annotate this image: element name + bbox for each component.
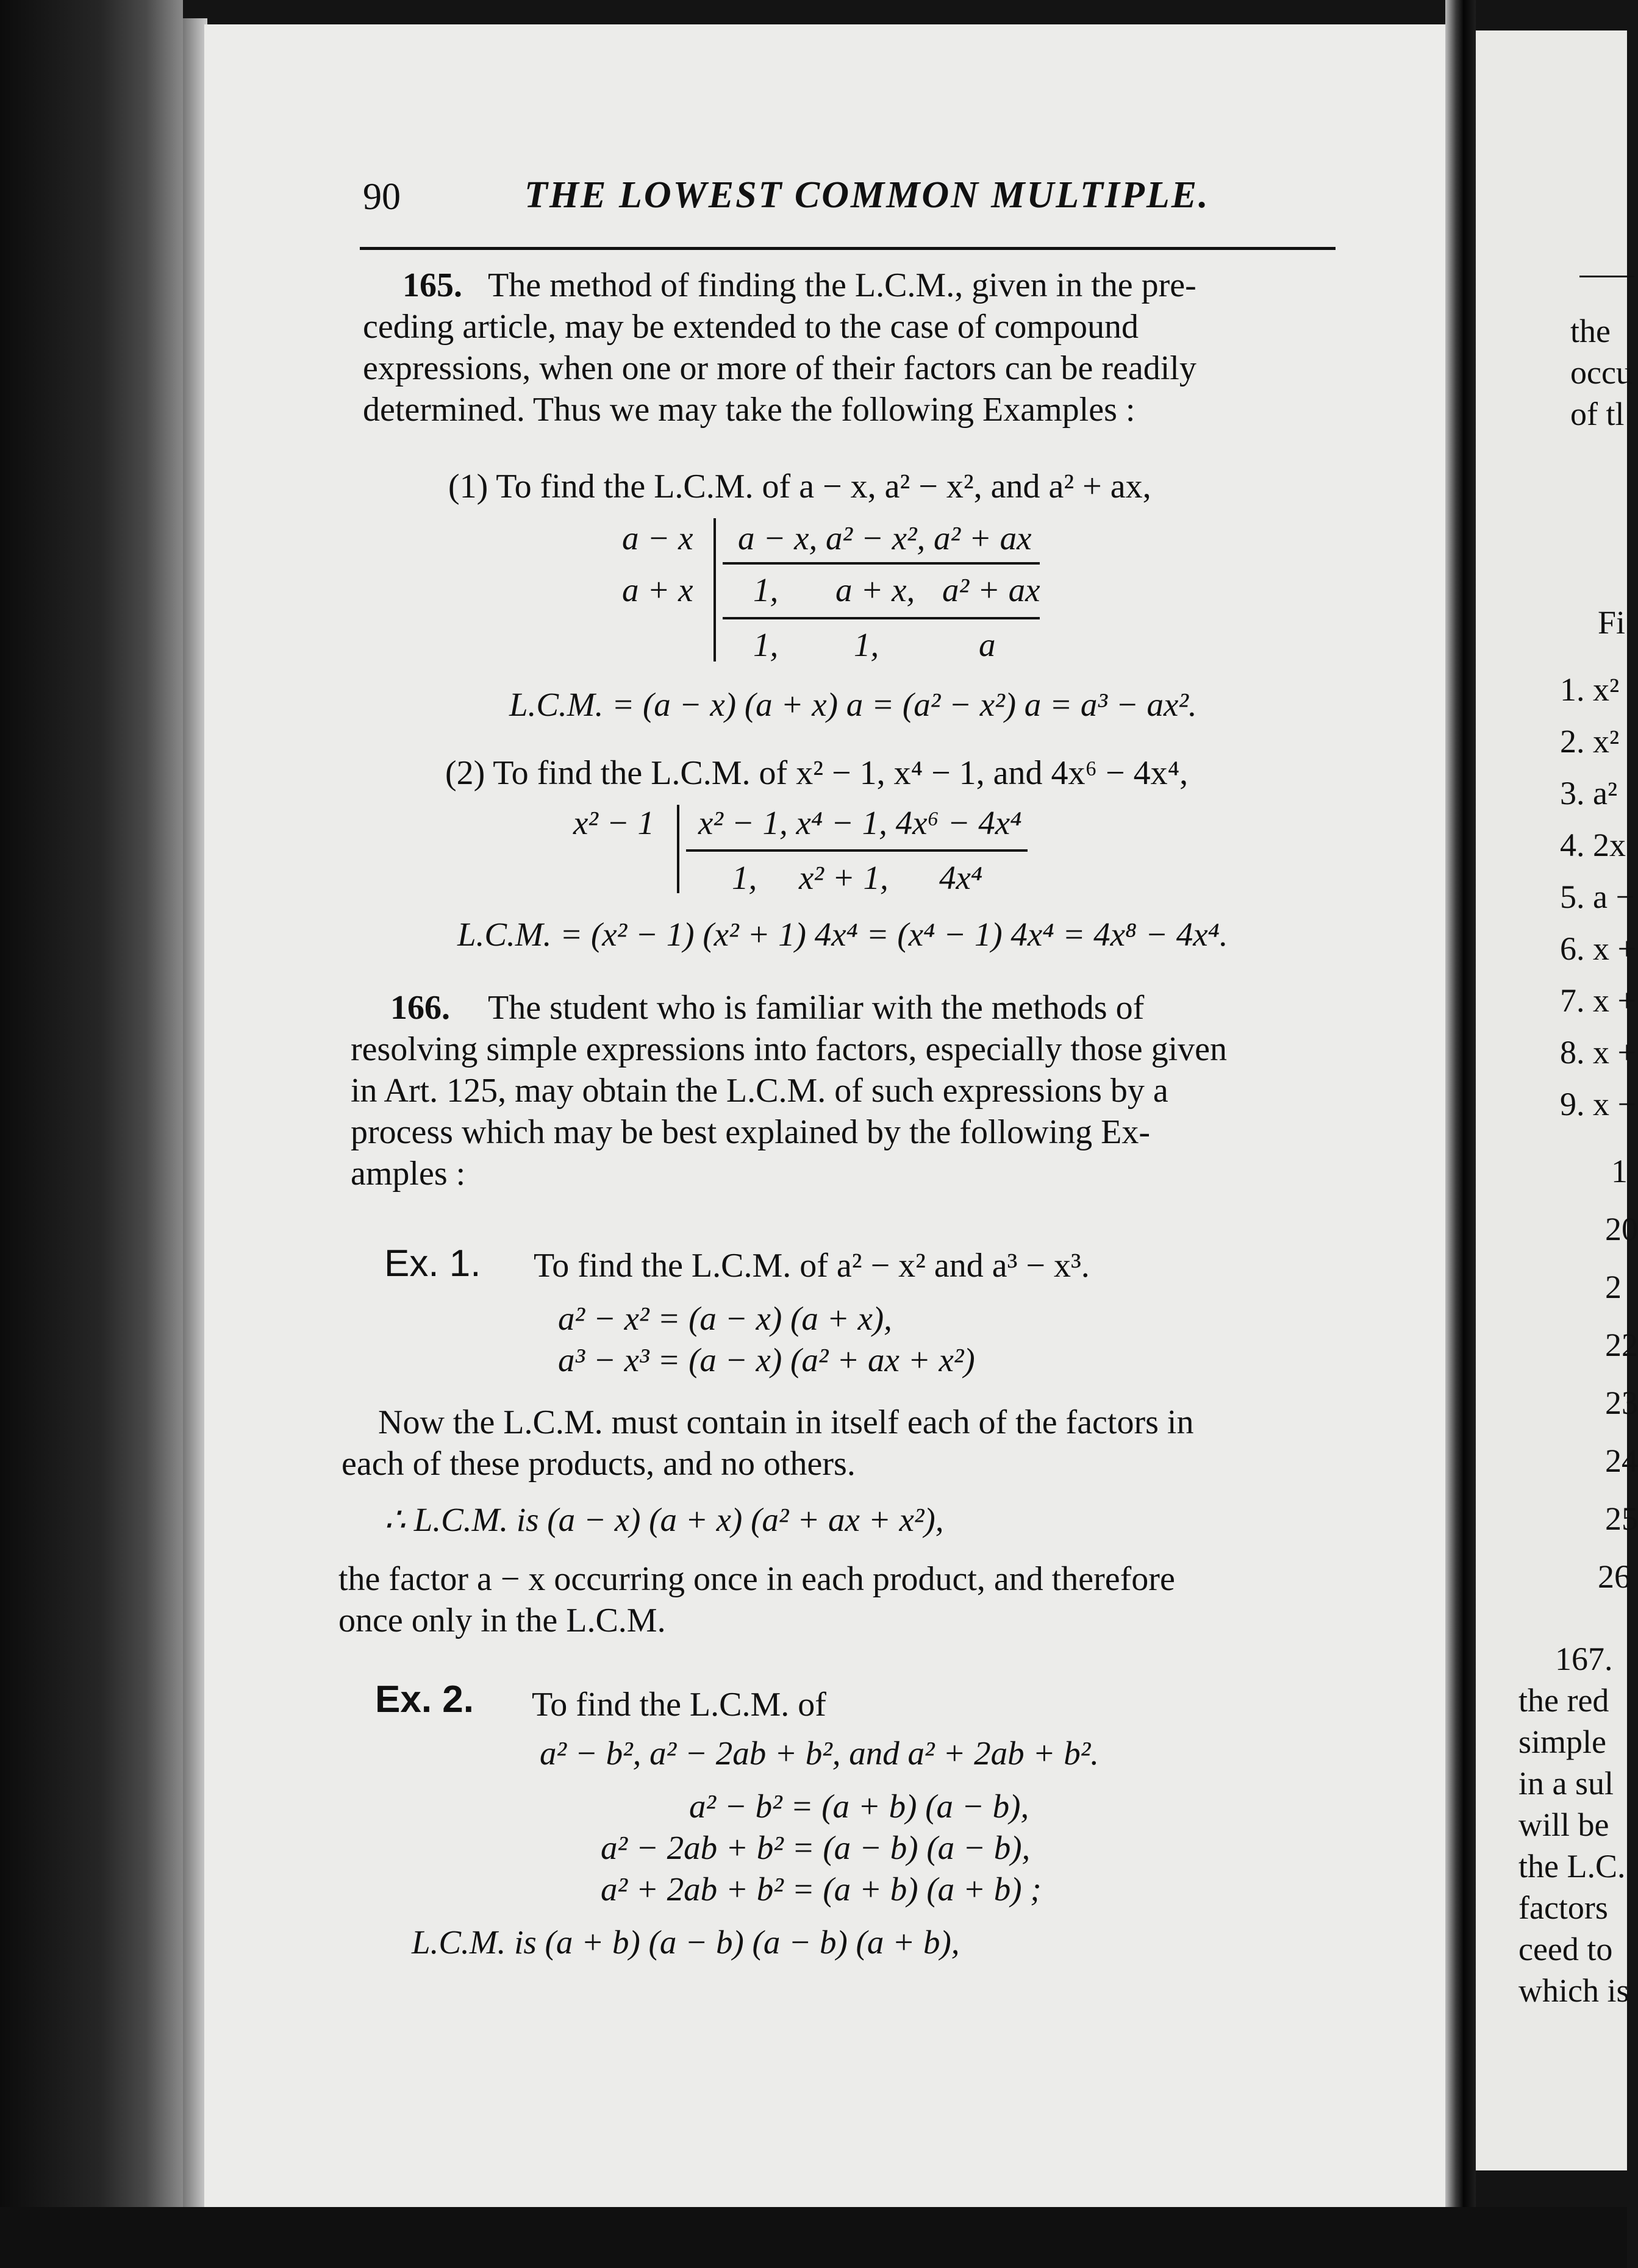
example-1-divisor-1: a − x: [622, 519, 693, 557]
right-page: [1476, 30, 1638, 2170]
right-page-bottom-line-4: will be: [1518, 1806, 1609, 1843]
example-1-row-3-b: 1,: [854, 626, 879, 663]
right-page-bottom-line-7: ceed to: [1518, 1931, 1613, 1967]
ex-1-label: Ex. 1.: [384, 1243, 481, 1285]
scan-bottom-border: [0, 2207, 1627, 2268]
right-page-exercise-14: 23: [1605, 1385, 1638, 1421]
division-rule-2: [686, 849, 1028, 852]
right-page-exercise-6: 6. x +: [1560, 930, 1636, 967]
article-166-line-2: resolving simple expressions into factors, especially those given: [351, 1030, 1228, 1068]
division-rule-1a: [723, 562, 1040, 565]
example-1-row-1: a − x, a² − x², a² + ax: [738, 519, 1032, 557]
ex-2-line-2: a² − b², a² − 2ab + b², and a² + 2ab + b².: [540, 1735, 1100, 1772]
right-page-exercise-16: 25: [1605, 1500, 1638, 1537]
example-1-row-2-b: a + x,: [835, 571, 915, 608]
division-bar-2: [677, 805, 679, 893]
right-page-top-line-3: of tl: [1570, 396, 1625, 432]
page-number: 90: [363, 176, 401, 218]
ex-2-equation-3: a² + 2ab + b² = (a + b) (a + b) ;: [601, 1870, 1042, 1908]
ex-1-equation-1: a² − x² = (a − x) (a + x),: [558, 1300, 892, 1337]
right-page-exercise-4: 4. 2x: [1560, 827, 1626, 863]
right-page-exercise-2: 2. x²: [1560, 723, 1620, 760]
page-stack-edge: [183, 18, 207, 2225]
article-166-line-5: amples :: [351, 1155, 466, 1193]
example-1-result: L.C.M. = (a − x) (a + x) a = (a² − x²) a = a³ − ax².: [509, 686, 1197, 723]
right-page-exercise-7: 7. x +: [1560, 982, 1636, 1019]
ex-2-equation-2: a² − 2ab + b² = (a − b) (a − b),: [601, 1829, 1031, 1866]
example-2-result: L.C.M. = (x² − 1) (x² + 1) 4x⁴ = (x⁴ − 1) 4x⁴ = 4x⁸ − 4x⁴.: [457, 916, 1228, 953]
article-166-line-4: process which may be best explained by the following Ex-: [351, 1113, 1150, 1151]
article-165-line-3: expressions, when one or more of their factors can be readily: [363, 349, 1196, 387]
example-2-row-1: x² − 1, x⁴ − 1, 4x⁶ − 4x⁴: [698, 804, 1022, 841]
ex-1-heading: To find the L.C.M. of a² − x² and a³ − x³.: [534, 1247, 1090, 1285]
right-page-exercise-12: 2: [1605, 1269, 1622, 1305]
right-page-bottom-line-5: the L.C.: [1518, 1848, 1626, 1885]
header-rule: [360, 247, 1336, 250]
right-page-bottom-line-6: factors: [1518, 1889, 1608, 1926]
article-165-line-2: ceding article, may be extended to the case of compound: [363, 308, 1139, 346]
ex-2-label: Ex. 2.: [375, 1678, 474, 1721]
book-spine-shadow: [0, 0, 183, 2268]
example-1-row-2-a: 1,: [753, 571, 779, 608]
example-2-row-2-c: 4x⁴: [939, 859, 983, 896]
right-page-bottom-line-8: which is: [1518, 1972, 1629, 2009]
article-166-line-1: The student who is familiar with the methods of: [488, 989, 1145, 1027]
right-page-exercise-10: 1: [1611, 1153, 1628, 1189]
right-page-exercise-9: 9. x −: [1560, 1086, 1636, 1122]
example-1-divisor-2: a + x: [622, 571, 693, 608]
example-2-row-2-a: 1,: [732, 859, 757, 896]
right-page-exercise-8: 8. x +: [1560, 1034, 1636, 1071]
article-165-number: 165.: [402, 266, 462, 304]
right-page-rule: [1579, 276, 1634, 277]
ex-2-heading: To find the L.C.M. of: [532, 1686, 826, 1724]
article-165-line-1: The method of finding the L.C.M., given in the pre-: [488, 266, 1196, 304]
right-page-bottom-line-2: simple: [1518, 1724, 1606, 1760]
ex-2-equation-1: a² − b² = (a + b) (a − b),: [689, 1788, 1029, 1825]
right-page-exercise-15: 24: [1605, 1442, 1638, 1479]
example-1-row-3-a: 1,: [753, 626, 779, 663]
article-166-number: 166.: [390, 989, 450, 1027]
right-page-exercise-1: 1. x²: [1560, 671, 1620, 708]
ex-1-text-line-1: Now the L.C.M. must contain in itself each of the factors in: [378, 1403, 1194, 1441]
ex-2-result: L.C.M. is (a + b) (a − b) (a − b) (a + b),: [412, 1924, 960, 1961]
example-2-heading: (2) To find the L.C.M. of x² − 1, x⁴ − 1, and 4x⁶ − 4x⁴,: [445, 754, 1189, 792]
right-page-article-167-number: 167.: [1555, 1641, 1613, 1677]
right-page-top-line-2: occu: [1570, 354, 1633, 391]
ex-1-text-line-4: once only in the L.C.M.: [338, 1602, 666, 1639]
article-166-line-3: in Art. 125, may obtain the L.C.M. of such expressions by a: [351, 1072, 1168, 1110]
right-page-exercise-13: 22: [1605, 1327, 1638, 1363]
ex-1-text-line-2: each of these products, and no others.: [342, 1445, 856, 1483]
example-2-row-2-b: x² + 1,: [799, 859, 889, 896]
right-page-exercise-heading: Fi: [1598, 604, 1626, 641]
example-2-divisor-1: x² − 1: [573, 804, 655, 841]
running-head-title: THE LOWEST COMMON MULTIPLE.: [524, 174, 1210, 216]
right-page-bottom-line-1: the red: [1518, 1682, 1609, 1719]
right-page-top-line-1: the: [1570, 313, 1611, 349]
division-rule-1b: [723, 617, 1040, 619]
example-1-row-2-c: a² + ax: [942, 571, 1040, 608]
right-page-exercise-17: 26: [1598, 1558, 1631, 1595]
division-bar-1: [713, 518, 716, 661]
article-165-line-4: determined. Thus we may take the following Examples :: [363, 391, 1136, 429]
ex-1-text-line-3: the factor a − x occurring once in each product, and therefore: [338, 1560, 1175, 1598]
ex-1-therefore-line: ∴ L.C.M. is (a − x) (a + x) (a² + ax + x²),: [384, 1501, 944, 1538]
ex-1-equation-2: a³ − x³ = (a − x) (a² + ax + x²): [558, 1341, 975, 1378]
example-1-row-3-c: a: [979, 626, 996, 663]
example-1-heading: (1) To find the L.C.M. of a − x, a² − x², and a² + ax,: [448, 468, 1151, 505]
right-page-exercise-3: 3. a²: [1560, 775, 1618, 811]
right-page-exercise-11: 20: [1605, 1211, 1638, 1247]
right-page-bottom-line-3: in a sul: [1518, 1765, 1614, 1802]
book-gutter: [1445, 0, 1476, 2268]
right-page-exercise-5: 5. a −: [1560, 879, 1634, 915]
